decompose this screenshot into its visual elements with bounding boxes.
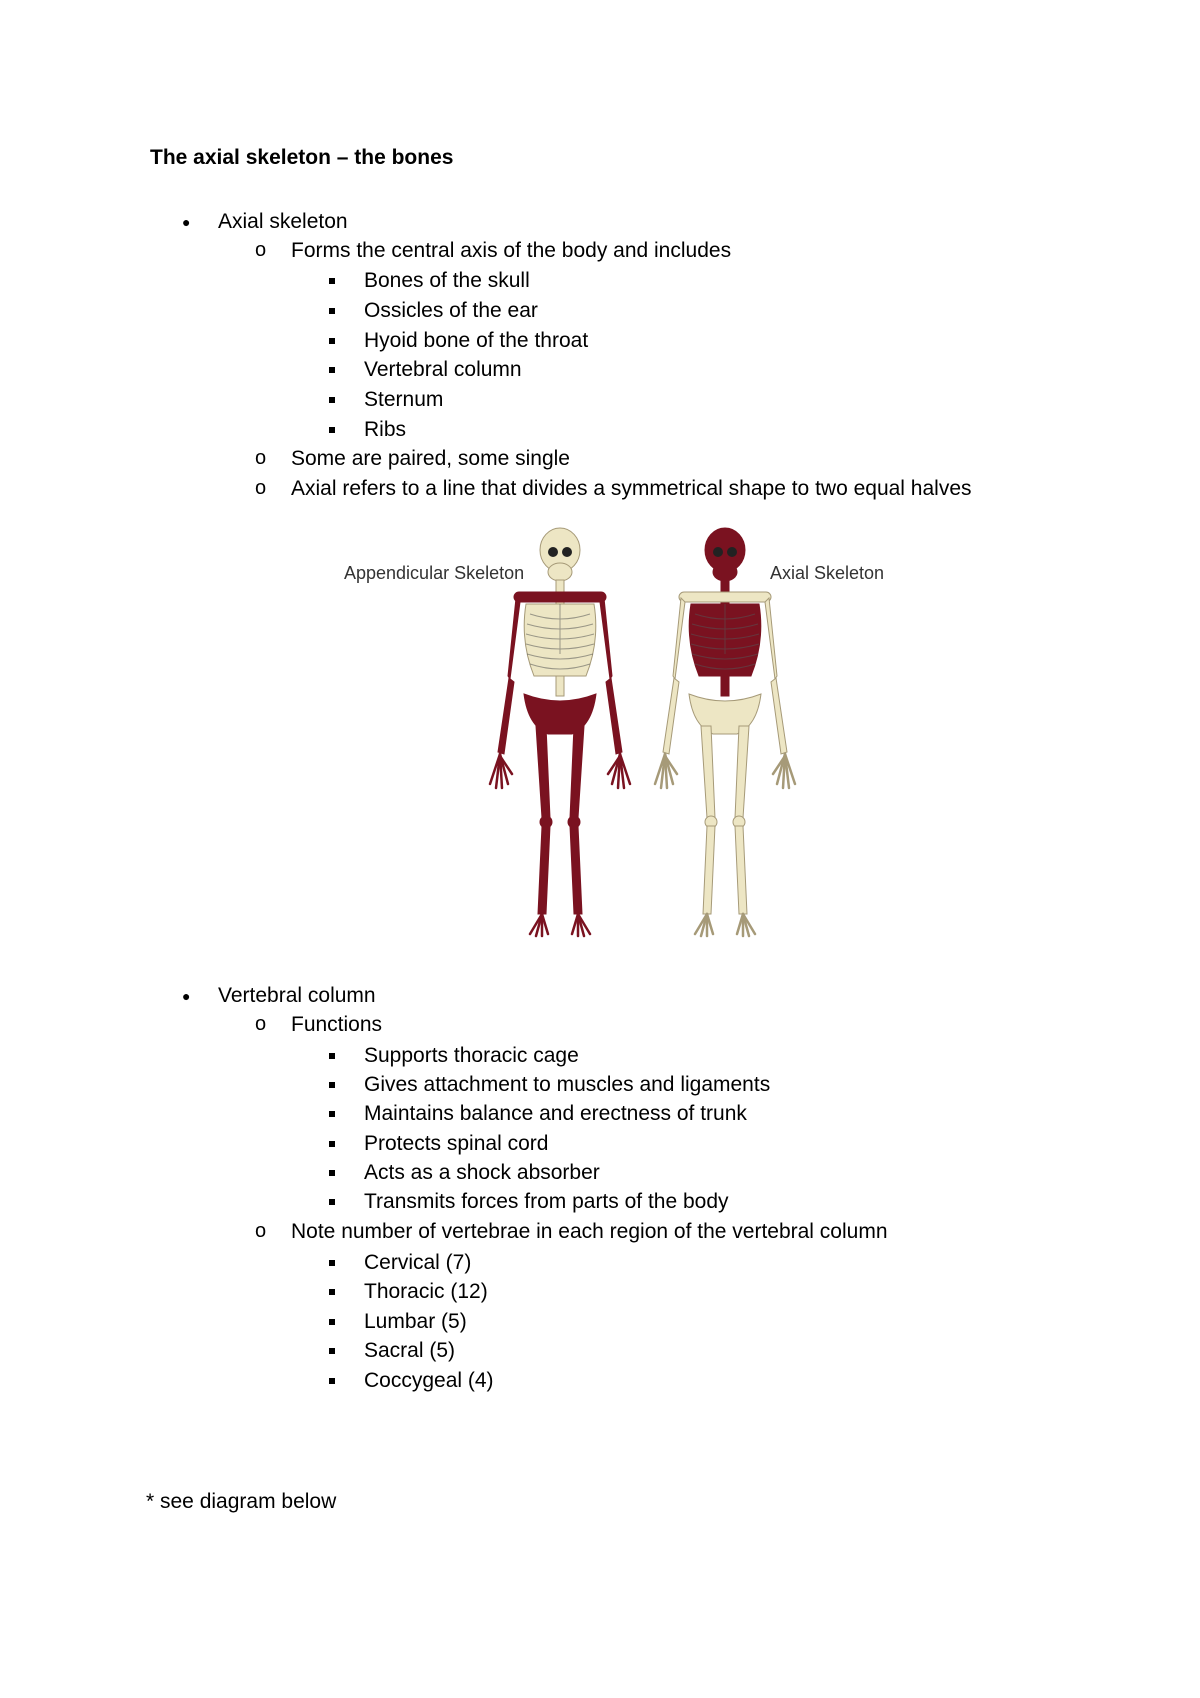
list-item-text: Ribs <box>364 418 407 441</box>
list-item-text: Cervical (7) <box>364 1251 472 1274</box>
bullet-square-icon <box>329 1378 335 1384</box>
list-item-text: Transmits forces from parts of the body <box>364 1190 729 1213</box>
bullet-square-icon <box>329 367 335 373</box>
list-item-text: Lumbar (5) <box>364 1310 467 1333</box>
skeleton-illustration <box>330 522 920 940</box>
list-item-text: Note number of vertebrae in each region of the vertebral column <box>291 1220 888 1243</box>
list-item-text: Axial skeleton <box>218 210 348 233</box>
footnote: * see diagram below <box>146 1490 337 1513</box>
list-item-text: Vertebral column <box>218 984 376 1007</box>
page-title: The axial skeleton – the bones <box>150 146 454 169</box>
bullet-square-icon <box>329 397 335 403</box>
bullet-square-icon <box>329 1082 335 1088</box>
appendicular-skeleton-drawing <box>490 528 630 936</box>
bullet-circle-icon: o <box>255 447 267 469</box>
list-item-text: Sternum <box>364 388 444 411</box>
list-item-text: Coccygeal (4) <box>364 1369 494 1392</box>
bullet-square-icon <box>329 1289 335 1295</box>
list-item-text: Protects spinal cord <box>364 1132 549 1155</box>
axial-skeleton-label: Axial Skeleton <box>770 563 885 583</box>
bullet-square-icon <box>329 308 335 314</box>
bullet-disc-icon: ● <box>182 214 191 230</box>
bullet-square-icon <box>329 1170 335 1176</box>
list-item-text: Sacral (5) <box>364 1339 456 1362</box>
list-item-text: Ossicles of the ear <box>364 299 538 322</box>
axial-skeleton-drawing <box>655 528 795 936</box>
bullet-square-icon <box>329 278 335 284</box>
bullet-square-icon <box>329 1111 335 1117</box>
list-item-text: Acts as a shock absorber <box>364 1161 600 1184</box>
list-item-text: Bones of the skull <box>364 269 530 292</box>
list-item-text: Gives attachment to muscles and ligaments <box>364 1073 771 1096</box>
bullet-square-icon <box>329 1260 335 1266</box>
bullet-square-icon <box>329 1199 335 1205</box>
list-item-text: Hyoid bone of the throat <box>364 329 589 352</box>
bullet-square-icon <box>329 1348 335 1354</box>
bullet-circle-icon: o <box>255 239 267 261</box>
bullet-circle-icon: o <box>255 1220 267 1242</box>
bullet-disc-icon: ● <box>182 988 191 1004</box>
bullet-square-icon <box>329 427 335 433</box>
bullet-square-icon <box>329 1319 335 1325</box>
appendicular-skeleton-label: Appendicular Skeleton <box>344 563 525 583</box>
bullet-circle-icon: o <box>255 477 267 499</box>
list-item-text: Maintains balance and erectness of trunk <box>364 1102 747 1125</box>
list-item-text: Forms the central axis of the body and includes <box>291 239 732 262</box>
bullet-circle-icon: o <box>255 1013 267 1035</box>
list-item-text: Thoracic (12) <box>364 1280 488 1303</box>
list-item-text: Functions <box>291 1013 383 1036</box>
list-item-text: Vertebral column <box>364 358 522 381</box>
list-item-text: Axial refers to a line that divides a symmetrical shape to two equal halves <box>291 477 972 500</box>
skeleton-figure <box>330 522 920 940</box>
bullet-square-icon <box>329 1053 335 1059</box>
list-item-text: Some are paired, some single <box>291 447 570 470</box>
list-item-text: Supports thoracic cage <box>364 1044 579 1067</box>
bullet-square-icon <box>329 338 335 344</box>
bullet-square-icon <box>329 1141 335 1147</box>
